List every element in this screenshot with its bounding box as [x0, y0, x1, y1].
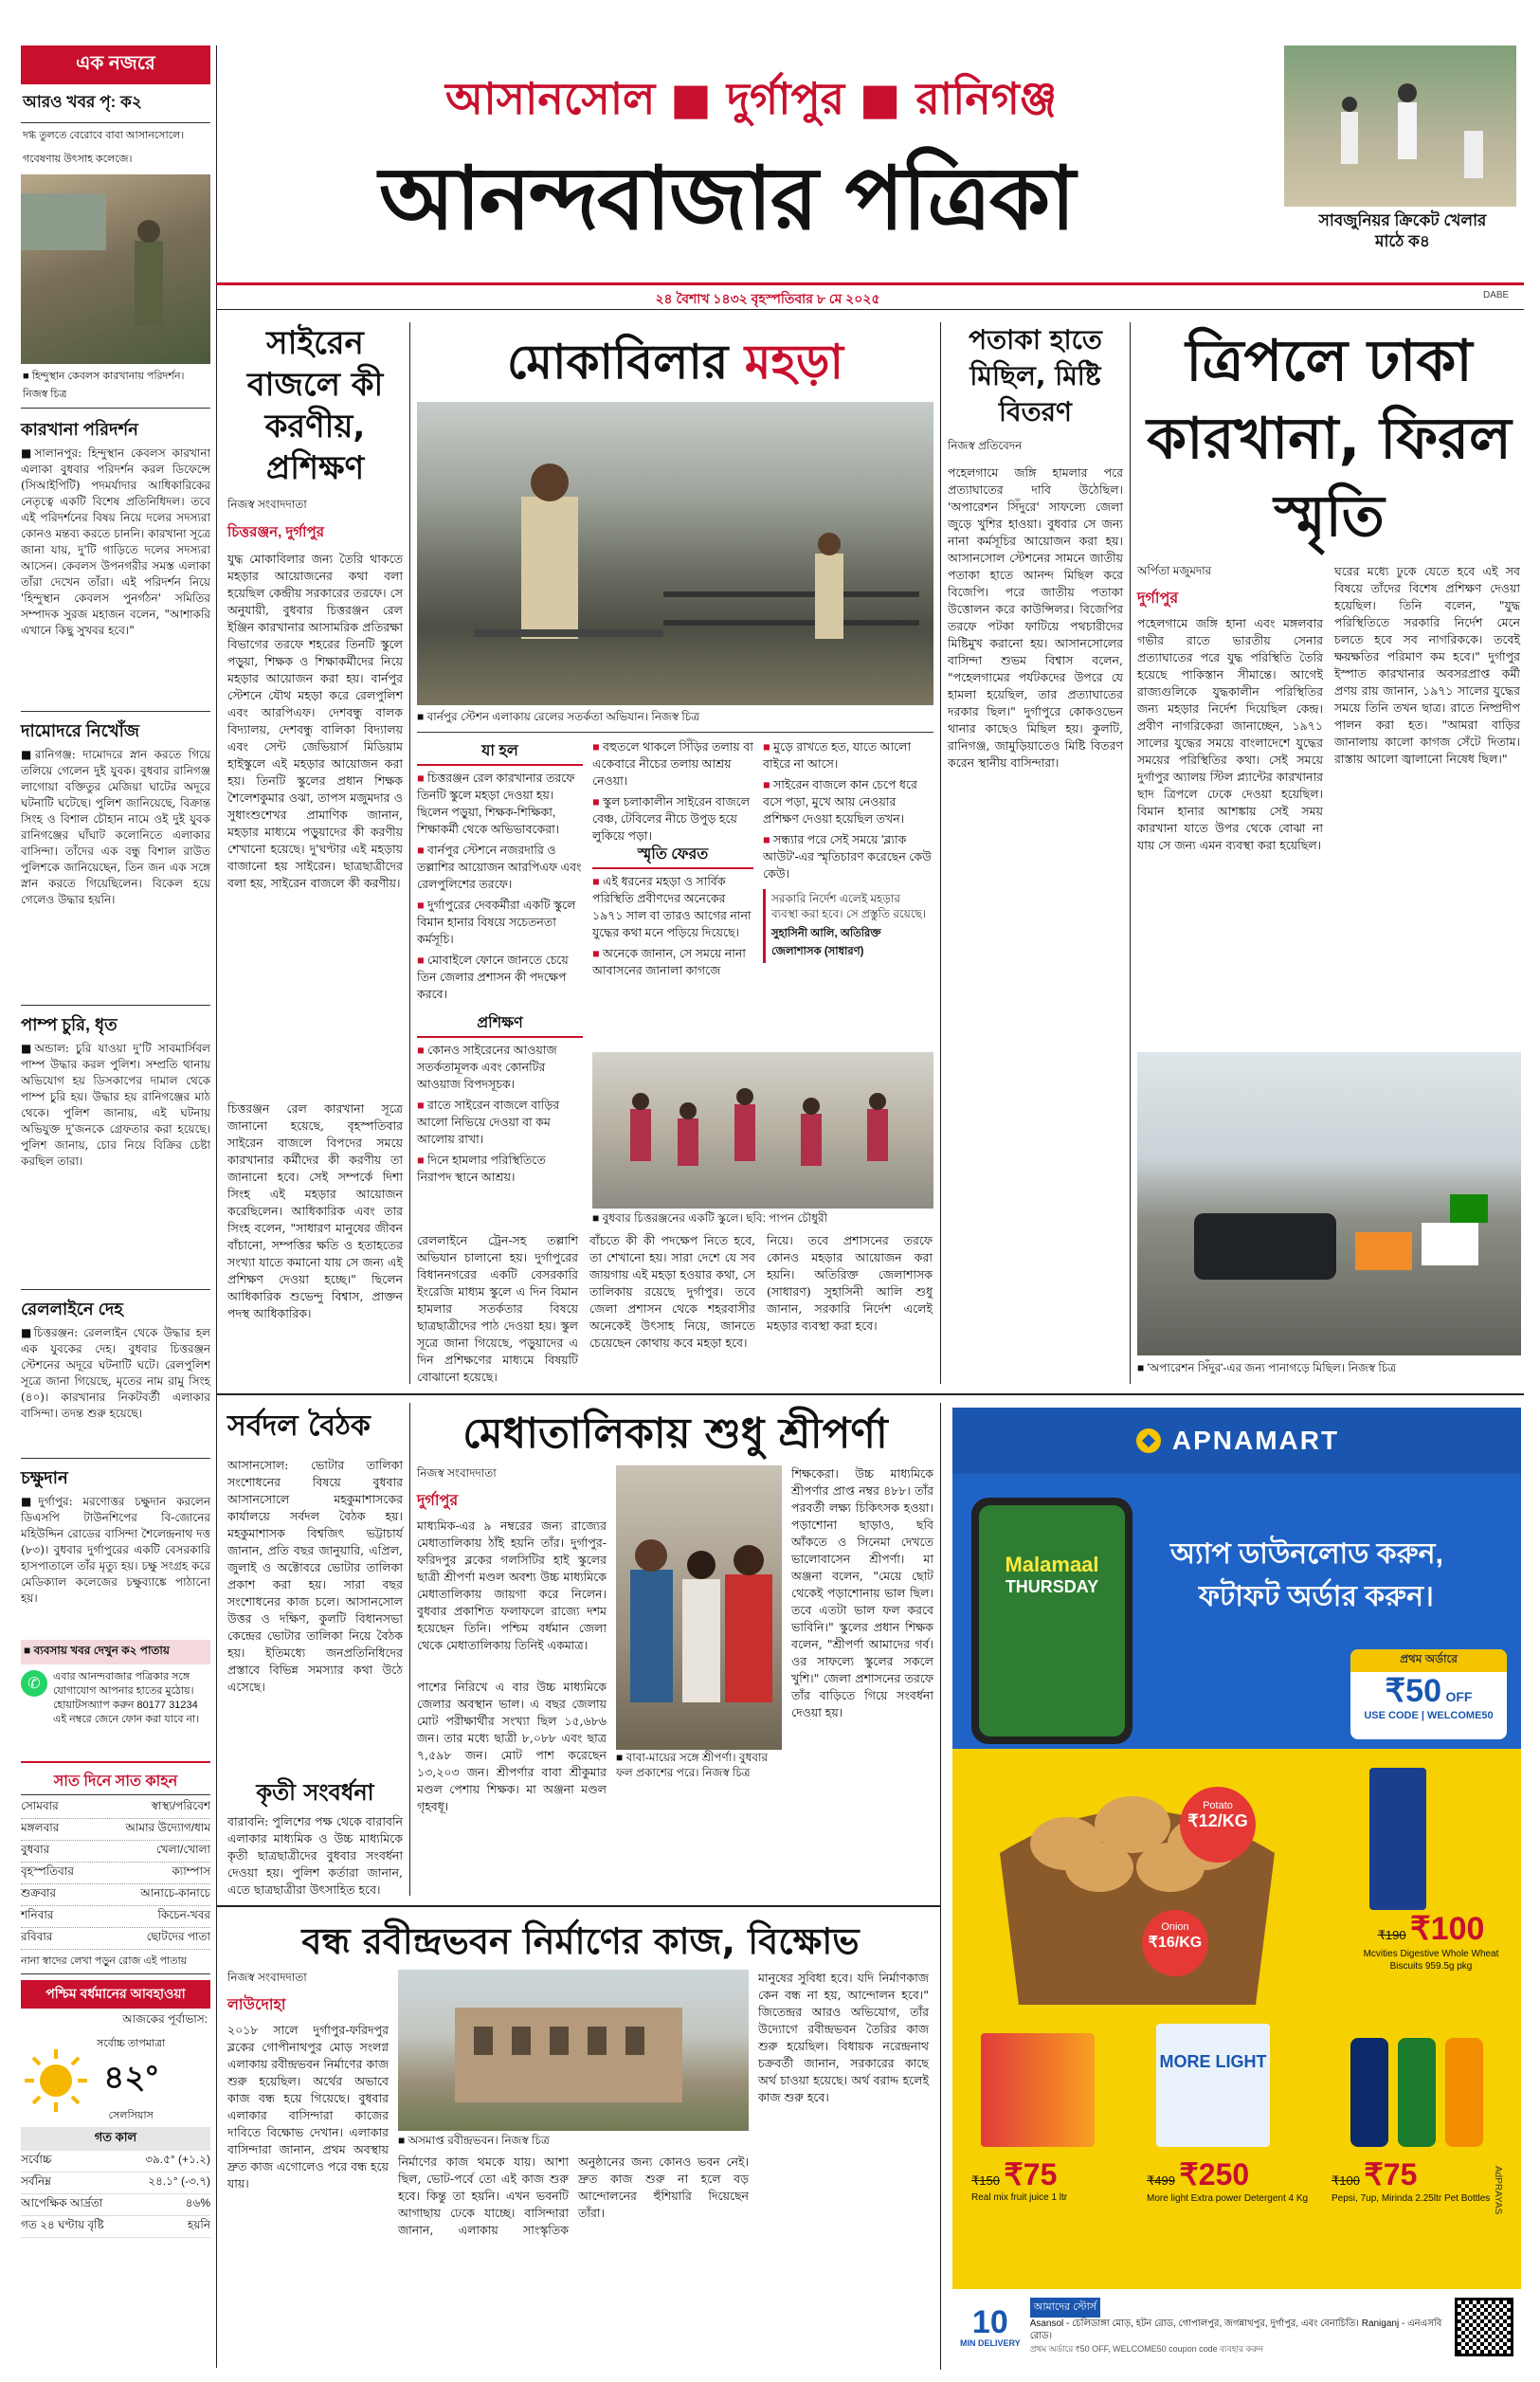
brief-2: গবেষণায় উৎসাহ কলেজে।: [23, 154, 133, 165]
story-siren: [227, 322, 403, 1384]
week-day: রবিবার: [21, 1930, 53, 1943]
section-head: পাম্প চুরি, ধৃত: [21, 1015, 118, 1034]
masthead: [227, 45, 1270, 282]
what-item: ■ দুর্গাপুরের দেবকর্মীরা একটি স্কুলে বিমান হানার বিষয়ে সচেতনতা কর্মসূচি।: [417, 897, 583, 948]
past-head: গত কাল: [21, 2127, 210, 2151]
train-item: ■ রাতে সাইরেন বাজলে বাড়ির আলো নিভিয়ে দেওয়া বা কম আলোয় রাখা।: [417, 1097, 583, 1148]
more-news-link[interactable]: আরও খবর পৃ: ক২: [21, 84, 210, 123]
merit-body-2: পাশের নিরিখে এ বার উচ্চ মাধ্যমিকে জেলার অবস্থান ভাল। এ বছর জেলায় মোট পরীক্ষার্থীর সংখ্যা ছিল ১৫,৬৮৬ জন। তার মধ্যে ছাত্রী ৮,০৮৮ এবং ছাত্র ৭,৫৯৮ জন। মোট পাশ করেছেন ১৩,২০৩ জন। শ্রীপর্ণার বাবা শ্রীকুমার মণ্ডল পেশায় শিক্ষক। মা অঞ্জনা মণ্ডল গৃহবধূ।: [417, 1680, 607, 1813]
what-item: ■ মোবাইলে ফোনে জানতে চেয়ে তিন জেলার প্রশাসন কী পদক্ষেপ করবে।: [417, 952, 583, 1003]
right-item: ■ সন্ধ্যার পরে সেই সময়ে 'ব্ল্যাক আউট'-এর স্মৃতিচারণ করেছেন কেউ কেউ।: [763, 831, 933, 882]
potato-badge: [1180, 1787, 1256, 1863]
section-head: কারখানা পরিদর্শন: [21, 420, 138, 439]
mid-item: ■ স্কুল চলাকালীন সাইরেন বাজলে বেঞ্চ, টেবিলের নীচে উপুড় হয়ে লুকিয়ে পড়া।: [592, 793, 753, 845]
week-topic: কিচেন-খবর: [157, 1908, 210, 1921]
week-row: [21, 1906, 210, 1928]
school-photo: [592, 1052, 933, 1209]
section-body: ■চিত্তরঞ্জন: রেললাইন থেকে উদ্ধার হল এক যুবকের দেহ। বুধবার চিত্তরঞ্জন স্টেশনের অদূরে ঘটনাটি ঘটে। রেলপুলিশ সূত্রে জানা গিয়েছে, মৃতের নাম রামু সিংহ (৪০)। কারখানার নিকটবর্তী এলাকার বাসিন্দা। তদন্ত শুরু হয়েছে।: [21, 1326, 210, 1420]
tarp-headline: ত্রিপলে ঢাকা কারখানা, ফিরল স্মৃতি: [1147, 328, 1512, 550]
coupon-label: প্রথম অর্ডারে: [1350, 1649, 1507, 1672]
bottom-byline: নিজস্ব সংবাদদাতা: [227, 1971, 307, 1984]
right-item: ■ সাইরেন বাজলে কান চেপে ধরে বসে পড়া, মুখে আয় নেওয়ার প্রশিক্ষণ দেওয়া হয়েছিল তখন।: [763, 776, 933, 827]
mock-bottom-left: রেললাইনে ট্রেন-সহ তল্লাশি অভিযান চালানো হয়। দুর্গাপুরের বিধাননগরের একটি বেসরকারি ইংরেজি মাধ্যম স্কুলে এ দিন বিমান হামলার সতর্কতার বিষয়ে ছাত্রছাত্রীদের পাঠ দেওয়া হয়। স্কুল সূত্রে জানা গিয়েছে, পড়ুয়াদের এ দিন প্রশিক্ষণের মাধ্যমে বিষয়টি বোঝানো হয়েছে।: [417, 1233, 578, 1384]
phone-text-b: THURSDAY: [1005, 1577, 1099, 1596]
coupon-amount: ₹50: [1385, 1673, 1441, 1709]
train-list: [417, 1042, 583, 1231]
detergent-price-box: [1147, 2156, 1317, 2205]
week-row: [21, 1797, 210, 1819]
edition-line: আসানসোল ■ দুর্গাপুর ■ রানিগঞ্জ: [445, 73, 1058, 124]
juice-pack: [981, 2033, 1095, 2147]
whatsapp-text: এবার আনন্দবাজার পত্রিকার সঙ্গে যোগাযোগ আপনার হাতের মুঠোয়। হোয়াটসঅ্যাপ করুন 80177 31234 এই নম্বরে জেনে ফোন করা যাবে না।: [53, 1671, 200, 1725]
weather-head: পশ্চিম বর্ধমানের আবহাওয়া: [21, 1980, 210, 2009]
right-list: [763, 738, 933, 885]
pepsi-bottles: [1332, 2019, 1502, 2152]
section-body: ■দুর্গাপুর: মরণোত্তর চক্ষুদান করলেন ডিএসপি টাউনশিপের বি-জোনের মহিউদ্দিন রোডের বাসিন্দা শৈলেন্দ্রনাথ দত্ত (৮৩)। বুধবার দুর্গাপুরের একটি বেসরকারি হাসপাতালে তাঁর মৃত্যু হয়। চক্ষু সংগ্রহ করে মেডিক্যাল কলেজের চক্ষুব্যাঙ্কে পাঠানো হয়।: [21, 1495, 210, 1605]
bottom-body-2: নির্মাণের কাজ থমকে যায়। আশা ছিল, ভোট-পর্বে তো এই কাজ শুরু হবে। কিন্তু তা হয়নি। এখন ভবনটি আগাছায় ঢেকে যাচ্ছে। বাসিন্দারা জানান, এলাকায় সাংস্কৃতিক অনুষ্ঠানের জন্য কোনও ভবন নেই। দ্রুত কাজ শুরু না হলে বড় আন্দোলনের হুঁশিয়ারি দিয়েছেন তাঁরা।: [398, 2155, 749, 2237]
week-topic: ছোটদের পাতা: [146, 1930, 210, 1943]
week-day: বুধবার: [21, 1843, 50, 1856]
week-row: [21, 1863, 210, 1884]
past-value: ৩৯.৫° (+১.২): [145, 2153, 210, 2166]
week-list: [21, 1797, 210, 1950]
siren-body: যুদ্ধ মোকাবিলার জন্য তৈরি থাকতে মহড়ার আয়োজনের কথা বলা হয়েছিল কেন্দ্রীয় সরকারের তরফে। সে অনুযায়ী, বুধবার চিত্তরঞ্জন রেল ইঞ্জিন কারখানার আসামরিক প্রতিরক্ষা বিভাগের তরফে শহরের তিনটি স্কুলে পড়ুয়া, শিক্ষক ও শিক্ষাকর্মীদের নিয়ে মহড়ার আয়োজন করা হয়। বার্নপুর স্টেশনে যৌথ মহড়া করে রেলপুলিশ এবং আরপিএফ। দেশবন্ধু বালক বিদ্যালয়, দেশবন্ধু বালিকা বিদ্যালয় এবং সেন্ট জেভিয়ার্স মিডিয়াম হাইস্কুলে এই মহড়ার আয়োজন করা হয়। তিনটি স্কুলের প্রধান শিক্ষক শৈলেশকুমার ওঝা, তাপস মজুমদার ও সুধাংশুশেখর প্রামাণিক জানান, মহড়ার মাধ্যমে পড়ুয়াদের কী করণীয় শেখানো হয়েছে। দু'ঘণ্টার এই মহড়ায় বাজানো হয় সাইরেন। ছাত্রছাত্রীদের বলা হয়, সাইরেন বাজলে কী করণীয়।: [227, 552, 403, 890]
flag-body: পহেলগামে জঙ্গি হামলার পরে প্রত্যাঘাতের দাবি উঠেছিল। 'অপারেশন সিঁদুরে' সাফল্যে জেলা জুড়ে খুশির হাওয়া। বুধবার সে জন্য নানা কর্মসূচির আয়োজন করা হয়। আসানসোল স্টেশনের সামনে জাতীয় পতাকা হাতে আনন্দ মিছিল করে বিজেপি। পরে জাতীয় পতাকা উত্তোলন করে কাউন্সিলর। বিজেপির তরফে পটকা ফাটিয়ে পথচারীদের মিষ্টিমুখ করানো হয়। আসানসোলের বাসিন্দা শুভম বিশ্বাস বলেন, "পহেলগামের পর্যটকদের উপরে যে হামলা হয়েছিল, তার প্রত্যাঘাতের দরকার ছিল।" দুর্গাপুরে কোকওভেন থানার কাছেও মিছিল হয়। কুলটি, রানিগঞ্জ, জামুড়িয়াতেও মিষ্টি বিতরণ করেন স্থানীয় বাসিন্দারা।: [948, 465, 1123, 770]
bhavan-caption: ■ অসমাপ্ত রবীন্দ্রভবন। নিজস্ব চিত্র: [398, 2134, 550, 2147]
past-value: ৪৬%: [185, 2196, 210, 2209]
story-mock: [417, 322, 933, 1384]
pepsi-name: Pepsi, 7up, Mirinda 2.25ltr Pet Bottles: [1332, 2193, 1491, 2204]
past-row: [21, 2216, 210, 2238]
quote-by: সুহাসিনী আলি, অতিরিক্ত জেলাশাসক (সাধারণ): [771, 928, 881, 957]
council-body: আসানসোল: ভোটার তালিকা সংশোধনের বিষয়ে বুধবার আসানসোলে মহকুমাশাসকের কার্যালয়ে সর্বদল বৈঠক হয়। মহকুমাশাসক বিশ্বজিৎ ভট্টাচার্য জানান, প্রতি বছর জানুয়ারি, এপ্রিল, জুলাই ও অক্টোবরে ভোটার তালিকা প্রকাশ করা হয়। সারা বছর সংশোধনের কাজ চলে। আসানসোল উত্তর ও দক্ষিণ, কুলটি বিধানসভা কেন্দ্রের ভোটার তালিকা নিয়ে বৈঠক হয়। ইতিমধ্যে জনপ্রতিনিধিদের প্রস্তাবে বিভিন্ন সমস্যার কথা উঠে এসেছে।: [227, 1458, 403, 1694]
what-list: [417, 770, 583, 1007]
what-item: ■ চিত্তরঞ্জন রেল কারখানার তরফে তিনটি স্কুলে মহড়া দেওয়া হয়। ছিলেন পড়ুয়া, শিক্ষক-শিক্ষিকা, শিক্ষাকর্মী থেকে অভিভাবকেরা।: [417, 770, 583, 838]
past-value: ২৪.১° (-৩.৭): [148, 2174, 210, 2188]
week-note: নানা স্বাদের লেখা পড়ুন রোজ এই পাতায়: [21, 1950, 210, 1974]
rail-section-eye: [21, 1458, 210, 1636]
mid-item: ■ বহুতলে থাকলে সিঁড়ির তলায় বা একেবারে নীচের তলায় আশ্রয় নেওয়া।: [592, 738, 753, 790]
family-icon: [616, 1465, 782, 1750]
cricket-photo: [1284, 45, 1516, 207]
memory-item: ■ অনেকে জানান, সে সময়ে নানা আবাসনের জানালা কাগজে: [592, 945, 753, 979]
what-head: যা হল: [417, 738, 583, 766]
ad-line-2: ফটাফট অর্ডার করুন।: [1199, 1581, 1434, 1612]
tarp-body: পহেলগামে জঙ্গি হানা এবং মঙ্গলবার গভীর রাতে ভারতীয় সেনার প্রত্যাঘাতের পরে যুদ্ধ পরিস্থিতি তৈরি হয়েছে পাকিস্তান সীমান্তে। আগেই রাজ্যগুলিকে যুদ্ধকালীন পরিস্থিতির জন্য মহড়ার নির্দেশ দিয়েছিল কেন্দ্র। প্রবীণ নাগরিকেরা জানাচ্ছেন, ১৯৭১ সালের যুদ্ধের সময়ে বাংলাদেশে যুদ্ধের সময়ের পরিস্থিতির কথা। সেই সময়ে দুর্গাপুর অ্যালয় স্টিল প্ল্যান্টের কারখানার ছাদ ত্রিপলে ঢেকে দেওয়া হয়েছিল। বিমান হানার আশঙ্কায় সেই সময় কারখানা যাতে উপর থেকে বোঝা না যায় সে জন্য এমন ব্যবস্থা করা হয়েছিল।: [1137, 616, 1323, 852]
memory-item: ■ এই ধরনের মহড়া ও সার্বিক পরিস্থিতি প্রবীণদের অনেকের ১৯৭১ সাল বা তারও আগের নানা যুদ্ধের কথা মনে পড়িয়ে দিয়েছে।: [592, 873, 753, 941]
phone-mockup: [971, 1498, 1132, 1744]
detergent-name: More light Extra power Detergent 4 Kg: [1147, 2193, 1309, 2204]
section-head: রেললাইনে দেহ: [21, 1300, 123, 1318]
school-caption: ■ বুধবার চিত্তরঞ্জনের একটি স্কুলে। ছবি: পাপন চৌধুরী: [592, 1211, 828, 1225]
photo-caption: ■ হিন্দুস্থান কেবলস কারখানায় পরিদর্শন। নিজস্ব চিত্র: [21, 364, 210, 409]
weather-box: [21, 1980, 210, 2238]
bhavan-photo: [398, 1970, 749, 2131]
week-row: [21, 1884, 210, 1906]
what-column: [417, 738, 583, 1231]
juice-mrp: ₹150: [971, 2173, 1000, 2188]
biscuit-name: Mcvities Digestive Whole Wheat Biscuits 959.5g pkg: [1363, 1949, 1499, 1972]
what-item: ■ বার্নপুর স্টেশনে নজরদারি ও তল্লাশির আয়োজন আরপিএফ এবং রেলপুলিশের তরফে।: [417, 842, 583, 893]
mid-list: [592, 738, 753, 843]
edition-code: DABE: [1483, 290, 1510, 300]
week-head: সাত দিনে সাত কাহন: [21, 1769, 210, 1795]
juice-name: Real mix fruit juice 1 ltr: [971, 2192, 1068, 2203]
merit-body-3: শিক্ষকেরা। উচ্চ মাধ্যমিকে শ্রীপর্ণার প্রাপ্ত নম্বর ৪৮৮। তাঁর পরবর্তী লক্ষ্য চিকিৎসক হওয়া। পড়াশোনা ছাড়াও, ছবি আঁকতে ও সিনেমা দেখতে ভালোবাসেন শ্রীপর্ণা। মা অঞ্জনা বলেন, "মেয়ে ছোট থেকেই পড়াশোনায় ভাল ছিল। তবে এতটা ভাল ফল করবে ভাবিনি।" স্কুলের প্রধান শিক্ষক বলেন, "শ্রীপর্ণা আমাদের গর্ব। ওর সাফল্যে স্কুলের সকলে খুশি।" জেলা প্রশাসনের তরফে তাঁর বাড়িতে গিয়ে সংবর্ধনা দেওয়া হয়।: [791, 1466, 933, 1719]
right-item: ■ মুড়ে রাখতে হত, যাতে আলো বাইরে না আসে।: [763, 738, 933, 773]
rail-section-factory: [21, 416, 210, 711]
mock-headline-a: মোকাবিলার: [506, 335, 729, 390]
ek-nojore-label: এক নজরে: [21, 45, 210, 84]
biscuit-price-box: [1350, 1910, 1512, 1973]
potato-label: Potato: [1203, 1800, 1233, 1811]
memory-list: [592, 873, 753, 977]
past-key: আপেক্ষিক আর্দ্রতা: [21, 2196, 103, 2209]
whatsapp-icon: ✆: [21, 1670, 47, 1697]
detergent-mrp: ₹499: [1147, 2173, 1175, 2188]
week-day: সোমবার: [21, 1799, 59, 1812]
mock-headline: [417, 322, 933, 402]
phone-text-a: Malamaal: [1005, 1553, 1099, 1576]
section-body: ■অন্ডাল: চুরি যাওয়া দু'টি সাবমার্সিবল পাম্প উদ্ধার করল পুলিশ। সম্প্রতি থানায় অভিযোগ হয় ডিসকাপের দামাল থেকে পাম্প চুরি হয়। উদ্ধার হয় রানিগঞ্জের মাঠ থেকে। পুলিশ জানায়, এই ঘটনায় অভিযুক্ত দু'জনকে গ্রেফতার করা হয়েছে। পুলিশ জানায়, চোর নিয়ে বিক্রির চেষ্টা করছিল তারা।: [21, 1042, 210, 1168]
apnamart-logo-icon: [1134, 1427, 1163, 1455]
cables-photo: [21, 174, 210, 364]
potato-price: ₹12/KG: [1187, 1811, 1248, 1830]
week-row: [21, 1928, 210, 1950]
mock-headline-b: মহড়া: [744, 335, 844, 390]
week-row: [21, 1841, 210, 1863]
train-head: প্রশিক্ষণ: [417, 1010, 583, 1038]
soldier-figure-icon: [21, 174, 210, 364]
juice-price-box: [971, 2156, 1132, 2203]
rally-car-icon: [1137, 1052, 1521, 1355]
bottle-icon: [1332, 2019, 1502, 2152]
quote-text: সরকারি নির্দেশ এলেই মহড়ার ব্যবস্থা করা হবে। সে প্রস্তুতি রয়েছে।: [771, 892, 927, 920]
coupon-code: USE CODE | WELCOME50: [1364, 1710, 1494, 1721]
story-tarp: [1137, 322, 1521, 1384]
siren-byline: নিজস্ব সংবাদদাতা: [227, 498, 307, 511]
left-rail: [21, 45, 210, 2368]
tarp-body-2: ঘরের মধ্যে ঢুকে যেতে হবে এই সব বিষয়ে তাঁদের বিশেষ প্রশিক্ষণ দেওয়া হয়েছিল। তিনি বলেন, "যুদ্ধ পরিস্থিতিতে সরকারি নির্দেশ মেনে চলতে হবে সব নাগরিককে। তবেই ক্ষয়ক্ষতির পরিমাণ কম হবে।" দুর্গাপুর ইস্পাত কারখানার অবসরপ্রাপ্ত কর্মী প্রণয় রায় জানান, ১৯৭১ সালের যুদ্ধের সময়ে তিনি তখন ছাত্র। রাতে নিষ্প্রদীপ পালন করা হত। "আমরা বাড়ির জানালায় কালো কাগজ সেঁটে দিতাম। রাস্তায় আলো জ্বালানো নিষেধ ছিল।": [1334, 564, 1520, 766]
coupon-box[interactable]: [1350, 1649, 1507, 1739]
week-day: শনিবার: [21, 1908, 54, 1921]
merit-headline: মেধাতালিকায় শুধু শ্রীপর্ণা: [462, 1409, 888, 1458]
section-head: দামোদরে নিখোঁজ: [21, 721, 139, 740]
week-row: [21, 1819, 210, 1841]
past-row: [21, 2151, 210, 2173]
masthead-title: আনন্দবাজার পত্রিকা: [379, 147, 1074, 249]
train-item: ■ দিনে হামলার পরিস্থিতিতে নিরাপদ স্থানে আশ্রয়।: [417, 1152, 583, 1186]
terms-text: প্রথম অর্ডারে ₹50 OFF, WELCOME50 coupon code ব্যবহার করুন: [1029, 2344, 1264, 2354]
siren-headline: সাইরেন বাজলে কী করণীয়, প্রশিক্ষণ: [246, 324, 384, 487]
qr-code-icon[interactable]: [1455, 2298, 1513, 2356]
cricket-player-icon: [1284, 45, 1516, 207]
story-council: [227, 1403, 403, 1905]
week-topic: আমার উদ্যোগ/ধাম: [125, 1821, 210, 1834]
police-figure-icon: [417, 402, 933, 705]
stores-text: Asansol - চেলিডাঙ্গা মোড়, হটন রোড, গোপালপুর, জগন্নাথপুর, দুর্গাপুর, এবং বেনাচিতি। Raniganj - এনএসবি রোড।: [1029, 2318, 1442, 2341]
merit-photo: [616, 1465, 782, 1750]
detergent-pack: MORE LIGHT: [1156, 2024, 1270, 2147]
story-merit: [417, 1403, 933, 1905]
week-topic: আনাচে-কানাচে: [140, 1886, 210, 1900]
ad-agency: AdPRAYAS: [1493, 2166, 1503, 2215]
past-key: সর্বনিম্ন: [21, 2174, 51, 2188]
mock-bottom-mid: বাঁচতে কী কী পদক্ষেপ নিতে হবে, তা শেখানো হয়। সারা দেশে যে সব জায়গায় এই মহড়া হওয়ার কথা, সে তালিকায় রয়েছে দুর্গাপুর। তবে জেলা প্রশাসন থেকে শহরবাসীর অনেকেই উৎসাহ নিয়ে, জানতে চেয়েছেন কোথায় কবে মহড়া হবে।: [589, 1233, 755, 1350]
stores-head: আমাদের স্টোর্স: [1030, 2298, 1100, 2318]
week-day: শুক্রবার: [21, 1886, 57, 1900]
students-icon: [592, 1052, 933, 1209]
past-key: সর্বোচ্চ: [21, 2153, 52, 2166]
bottom-dateline: লাউদোহা: [227, 1997, 286, 2013]
week-topic: স্বাস্থ্য/পরিবেশ: [151, 1799, 210, 1812]
bottom-body: ২০১৮ সালে দুর্গাপুর-ফরিদপুর ব্লকের গোপীনাথপুর মোড় সংলগ্ন এলাকায় রবীন্দ্রভবন নির্মাণের কাজ শুরু হয়েছিল। অর্থের অভাবে কাজ বন্ধ হয়ে গিয়েছে। বুধবার এলাকার বাসিন্দারা কাজের দাবিতে বিক্ষোভ দেখান। এলাকার বাসিন্দারা জানান, প্রথম অবস্থায় দ্রুত কাজ এগোলেও পরে বন্ধ হয়ে যায়।: [227, 2023, 389, 2191]
week-topic: ক্যাম্পাস: [172, 1864, 210, 1878]
past-row: [21, 2173, 210, 2194]
ad-line-1: অ্যাপ ডাউনলোড করুন,: [1170, 1538, 1443, 1570]
coupon-off: OFF: [1445, 1689, 1473, 1704]
rally-caption: ■ 'অপারেশন সিঁদুর'-এর জন্য পানাগড়ে মিছিল। নিজস্ব চিত্র: [1137, 1361, 1397, 1374]
sun-icon: [23, 2047, 89, 2114]
rail-section-pump: [21, 1005, 210, 1289]
dateline: ২৪ বৈশাখ ১৪৩২ বৃহস্পতিবার ৮ মে ২০২৫: [655, 291, 880, 306]
weather-temp: ৪২°: [103, 2060, 159, 2096]
tarp-byline: অর্পিতা মজুমদার: [1137, 564, 1212, 577]
biscuit-pack: [1369, 1768, 1426, 1910]
rail-section-rail: [21, 1289, 210, 1458]
ad-brand: APNAMART: [1171, 1426, 1340, 1455]
brief-1: দগ্ধ তুলতে বেরোবে বাবা আসানসোলে।: [23, 130, 185, 141]
delivery-number: 10: [971, 2304, 1008, 2340]
flag-byline: নিজস্ব প্রতিবেদন: [948, 439, 1023, 452]
past-value: হয়নি: [188, 2218, 210, 2231]
bottom-headline: বন্ধ রবীন্দ্রভবন নির্মাণের কাজ, বিক্ষোভ: [301, 1920, 860, 1962]
section-body: ■সালানপুর: হিন্দুস্থান কেবলস কারখানা এলাকা বুধবার পরিদর্শন করল ডিফেন্সে (সিআইপিটি) পদমর্যাদার আধিকারিকের নেতৃত্বে একটি বিশেষ প্রতিনিধিদল। তবে এই পরিদর্শনের বিষয় নিয়ে দলের সদস্যরা কোনও মন্তব্য করতে চাননি। কারখানা সূত্রে জানা যায়, দু'টি গাড়িতে দলের সদস্যরা আসেন। কেবলস উপনগরীর সমস্ত এলাকা তাঁরা দেখেন তাঁরা। এই পরিদর্শন নিয়ে 'হিন্দুস্থান কেবলস পুনর্গঠন' সমিতির সম্পাদক সুরজ মহাজন বলেন, "আশাকরি এখানে কিছু সুখবর হবে।": [21, 446, 210, 637]
pepsi-price-box: [1332, 2156, 1512, 2205]
business-note: ■ ব্যবসায় খবর দেখুন ক২ পাতায়: [21, 1640, 210, 1664]
past-row: [21, 2194, 210, 2216]
cricket-caption[interactable]: সাবজুনিয়র ক্রিকেট খেলার মাঠে ক৪: [1318, 211, 1487, 250]
delivery-text: MIN DELIVERY: [960, 2338, 1021, 2348]
building-icon: [398, 1970, 749, 2131]
whatsapp-box: [21, 1664, 210, 1763]
pepsi-mrp: ₹100: [1332, 2173, 1360, 2188]
weather-today: আজকের পূর্বাভাস:: [122, 2012, 208, 2026]
week-day: মঙ্গলবার: [21, 1821, 60, 1834]
delivery-badge: [960, 2306, 1021, 2348]
story-bottom: [227, 1913, 933, 2368]
onion-price: ₹16/KG: [1148, 1935, 1203, 1951]
station-caption: ■ বার্নপুর স্টেশন এলাকায় রেলের সতর্কতা অভিযান। নিজস্ব চিত্র: [417, 705, 933, 733]
juice-price: ₹75: [1004, 2157, 1058, 2191]
section-body: ■রানিগঞ্জ: দামোদরে স্নান করতে গিয়ে তলিয়ে গেলেন দুই যুবক। বুধবার রানিগঞ্জ লাগোয়া বক্তিতুর মেজিয়া ঘাটের অদূরে ঘটনাটি ঘটেছে। পুলিশ জানিয়েছে, বিক্রান্ত সিংহ ও বিশাল চৌহান নামে ওই দুই যুবক রানিগঞ্জের ঘাঁঘাট কলোনিতে এলাকার বাসিন্দা। তাঁদের এক বন্ধু বিশাল রাউত পুলিশকে জানিয়েছেন, তিন জন এক সঙ্গে স্নান করতে গিয়েছিলেন। বিকেল হয়ে গেলেও উদ্ধার হয়নি।: [21, 748, 210, 906]
tarp-dateline: দুর্গাপুর: [1137, 591, 1179, 607]
detergent-price: ₹250: [1179, 2157, 1250, 2191]
week-day: বৃহস্পতিবার: [21, 1864, 74, 1878]
train-item: ■ কোনও সাইরেনের আওয়াজ সতর্কতামূলক এবং কোনটির আওয়াজ বিপদসূচক।: [417, 1042, 583, 1093]
section-head: চক্ষুদান: [21, 1468, 68, 1487]
pepsi-price: ₹75: [1364, 2157, 1418, 2191]
felicitation-body: বারাবনি: পুলিশের পক্ষ থেকে বারাবনি এলাকার মাধ্যমিক ও উচ্চ মাধ্যমিকে কৃতী ছাত্রছাত্রীদের বুধবার সংবর্ধনা দেওয়া হয়। পুলিশ কর্তারা জানান, এতে ছাত্রছাত্রীরা উৎসাহিত হবে।: [227, 1814, 403, 1897]
biscuit-mrp: ₹190: [1377, 1928, 1406, 1942]
merit-dateline: দুর্গাপুর: [417, 1493, 459, 1509]
bottom-body-3: মানুষের সুবিধা হবে। যদি নির্মাণকাজ কেন বন্ধ না হয়, আন্দোলন হবে।" জিতেন্দ্রর আরও অভিযোগ, তাঁর উদ্যোগে রবীন্দ্রভবন তৈরির কাজ শুরু হয়েছিল। বিধায়ক নরেন্দ্রনাথ চক্রবর্তী জানান, সরকারের কাছে অর্থ চাওয়া হয়েছে। অর্থ বরাদ্দ হলেই কাজ শুরু হবে।: [758, 1971, 929, 2104]
rally-photo: [1137, 1052, 1521, 1355]
weather-unit: সেলসিয়াস: [108, 2110, 154, 2121]
merit-photo-caption: ■ বাবা-মায়ের সঙ্গে শ্রীপর্ণা। বুধবার ফল প্রকাশের পরে। নিজস্ব চিত্র: [616, 1751, 769, 1779]
siren-dateline: চিত্তরঞ্জন, দুর্গাপুর: [227, 524, 324, 540]
merit-body: মাধ্যমিক-এর ৯ নম্বরের জন্য রাজ্যের মেধাতালিকায় ঠাঁই হয়নি তাঁর। দুর্গাপুর-ফরিদপুর ব্লকের গলসিটির হাই স্কুলের ছাত্রী শ্রীপর্ণা মণ্ডল অবশ্য উচ্চ মাধ্যমিকে মেধাতালিকায় জায়গা করে নিলেন। বুধবার প্রকাশিত ফলাফলে রাজ্যে দশম হয়েছেন তিনি। পশ্চিম বর্ধমান জেলা থেকে মেধাতালিকায় তিনিই একমাত্র।: [417, 1518, 607, 1652]
past-key: গত ২৪ ঘণ্টায় বৃষ্টি: [21, 2218, 104, 2231]
biscuit-price: ₹100: [1410, 1911, 1485, 1947]
felicitation-head: কৃতী সংবর্ধনা: [256, 1779, 374, 1806]
apnamart-ad[interactable]: [952, 1408, 1521, 2365]
weather-max-label: সর্বোচ্চ তাপমাত্রা: [97, 2038, 166, 2049]
siren-body-2: চিত্তরঞ্জন রেল কারখানা সূত্রে জানানো হয়েছে, বৃহস্পতিবার সাইরেন বাজলে বিপদের সময়ে কারখানার কর্মীদের কী করণীয় তা জানানো হবে। সেই সম্পর্কে দিশা সিংহ এই মহড়ার আয়োজন করেছিলেন। আধিকারিক এবং তার সিংহ বলেন, "সাধারণ মানুষের জীবন বাঁচানো, সম্পত্তির ক্ষতি ও হতাহতের সংখ্যা যাতে কমানো যায় সে জন্য এই প্রশিক্ষণ দেওয়া হচ্ছে।" ছিলেন আধিকারিক শুভেন্দু বিশ্বাস, প্রাক্তন পদস্থ আধিকারিক।: [227, 1101, 403, 1320]
memory-head: স্মৃতি ফেরত: [592, 842, 753, 869]
onion-badge: [1142, 1910, 1208, 1976]
past-list: [21, 2151, 210, 2238]
rail-section-damodar: [21, 711, 210, 1005]
week-topic: খেলা/খোলা: [155, 1843, 210, 1856]
story-flag: [948, 322, 1123, 1384]
station-photo: [417, 402, 933, 705]
mock-bottom-right: নিয়ে। তবে প্রশাসনের তরফে কোনও মহড়ার আয়োজন করা হয়নি। অতিরিক্ত জেলাশাসক (সাধারণ) সুহাসিনী আলি শুধু জানান, সরকারি নির্দেশ এলেই মহড়ার ব্যবস্থা করা হবে।: [767, 1233, 933, 1333]
quote-box: [763, 889, 933, 963]
merit-byline: নিজস্ব সংবাদদাতা: [417, 1466, 497, 1480]
flag-headline: পতাকা হাতে মিছিল, মিষ্টি বিতরণ: [969, 324, 1102, 427]
council-headline: সর্বদল বৈঠক: [227, 1409, 371, 1443]
onion-label: Onion: [1161, 1921, 1189, 1933]
